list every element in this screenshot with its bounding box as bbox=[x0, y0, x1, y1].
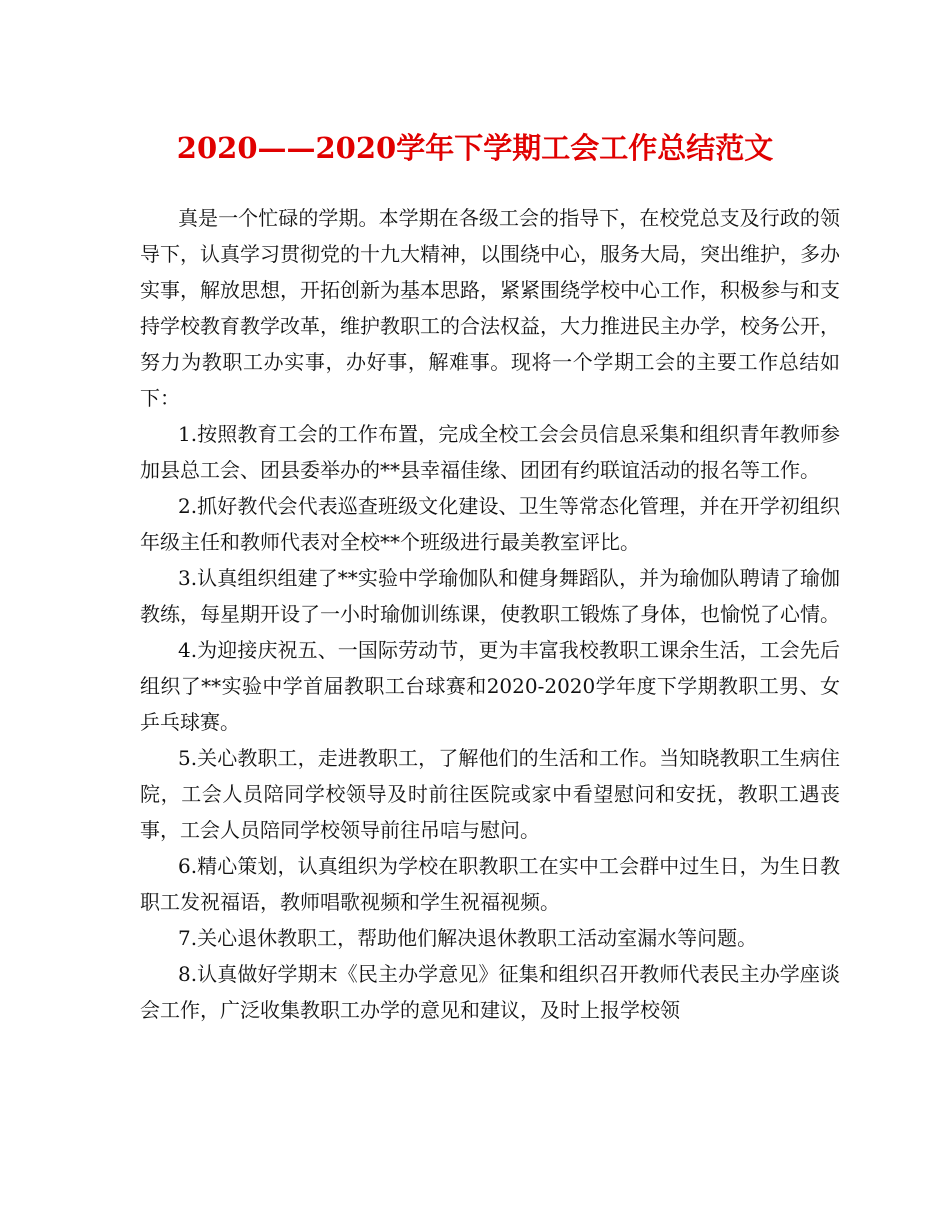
paragraph-item-1: 1.按照教育工会的工作布置，完成全校工会会员信息采集和组织青年教师参加县总工会、团县委举办的**县幸福佳缘、团团有约联谊活动的报名等工作。 bbox=[140, 422, 840, 482]
paragraph-item-7: 7.关心退休教职工，帮助他们解决退休教职工活动室漏水等问题。 bbox=[178, 926, 758, 950]
paragraph-intro: 真是一个忙碌的学期。本学期在各级工会的指导下，在校党总支及行政的领导下，认真学习贯彻党的十九大精神，以围绕中心，服务大局，突出维护，多办实事，解放思想，开拓创新为基本思路，紧紧围绕学校中心工作，积极参与和支持学校教育教学改革，维护教职工的合法权益，大力推进民主办学，校务公开，努力为教职工办实事，办好事，解难事。现将一个学期工会的主要工作总结如下： bbox=[140, 206, 840, 410]
paragraph-item-4: 4.为迎接庆祝五、一国际劳动节，更为丰富我校教职工课余生活，工会先后组织了**实验中学首届教职工台球赛和2020-2020学年度下学期教职工男、女乒乓球赛。 bbox=[140, 638, 840, 734]
paragraph-item-3: 3.认真组织组建了**实验中学瑜伽队和健身舞蹈队，并为瑜伽队聘请了瑜伽教练，每星期开设了一小时瑜伽训练课，使教职工锻炼了身体，也愉悦了心情。 bbox=[140, 566, 840, 626]
paragraph-item-2: 2.抓好教代会代表巡查班级文化建设、卫生等常态化管理，并在开学初组织年级主任和教师代表对全校**个班级进行最美教室评比。 bbox=[140, 494, 840, 554]
paragraph-item-6: 6.精心策划，认真组织为学校在职教职工在实中工会群中过生日，为生日教职工发祝福语，教师唱歌视频和学生祝福视频。 bbox=[140, 854, 840, 914]
document-title: 2020——2020学年下学期工会工作总结范文 bbox=[176, 131, 774, 165]
paragraph-item-8: 8.认真做好学期末《民主办学意见》征集和组织召开教师代表民主办学座谈会工作，广泛收集教职工办学的意见和建议，及时上报学校领 bbox=[140, 962, 840, 1022]
paragraph-item-5: 5.关心教职工，走进教职工，了解他们的生活和工作。当知晓教职工生病住院，工会人员陪同学校领导及时前往医院或家中看望慰问和安抚，教职工遇丧事，工会人员陪同学校领导前往吊唁与慰问。 bbox=[140, 746, 840, 842]
document-body bbox=[140, 200, 840, 1028]
